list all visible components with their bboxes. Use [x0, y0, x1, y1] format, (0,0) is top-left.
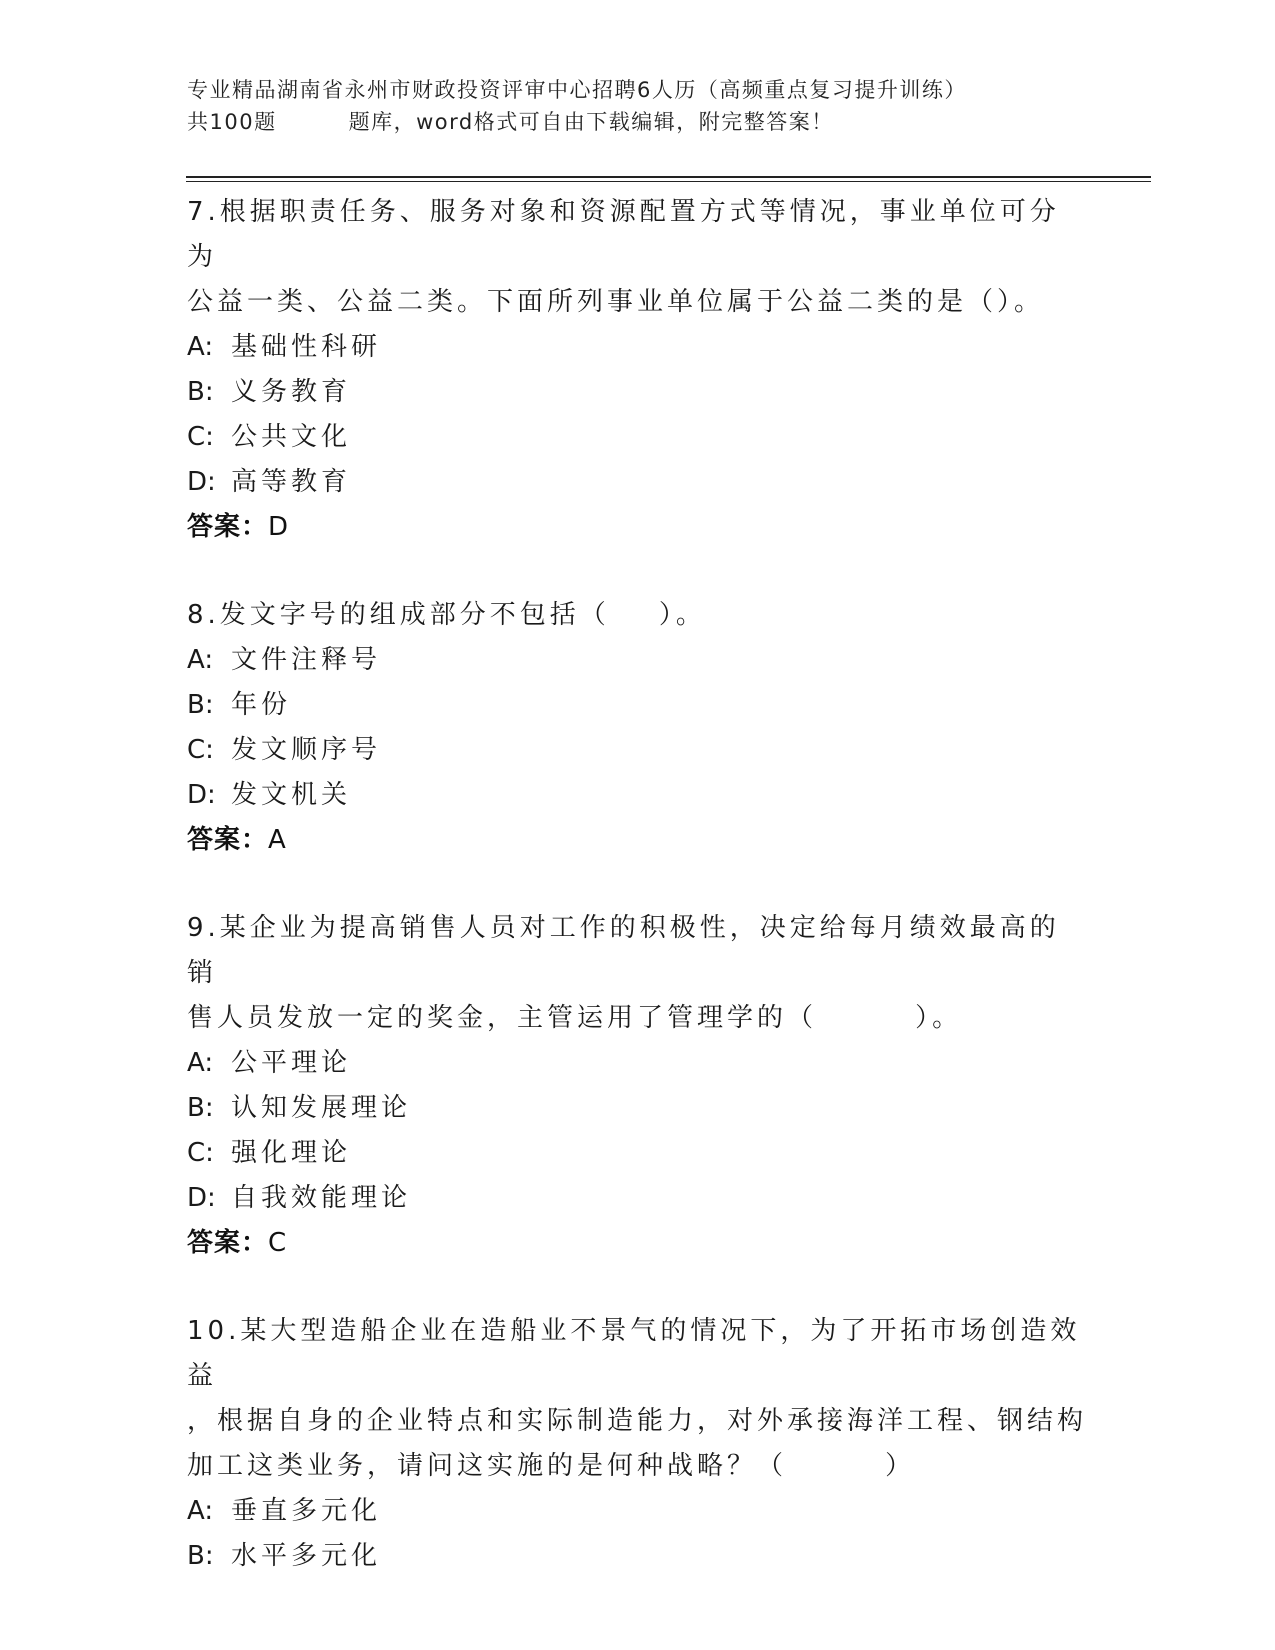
option-letter: C:: [187, 735, 214, 765]
option-text: 义务教育: [231, 377, 352, 407]
answer-label: 答案：: [187, 512, 269, 542]
option-text: 公平理论: [231, 1048, 352, 1078]
question-stem: 10.某大型造船企业在造船业不景气的情况下，为了开拓市场创造效益 ，根据自身的企业特点和实际制造能力，对外承接海洋工程、钢结构 加工这类业务，请问这实施的是何种战略？（ ）: [187, 1316, 1088, 1481]
option-text: 文件注释号: [231, 645, 382, 675]
option-d: [187, 460, 1087, 505]
option-a: [187, 1041, 1087, 1086]
option-b: [187, 683, 1087, 728]
option-text: 高等教育: [231, 467, 352, 497]
option-letter: D:: [187, 1183, 216, 1213]
answer-line: [187, 818, 1087, 863]
document-header: [187, 74, 1087, 138]
option-text: 自我效能理论: [231, 1183, 412, 1213]
option-text: 垂直多元化: [231, 1496, 382, 1526]
header-rule-thick: [186, 176, 1151, 178]
answer-label: 答案：: [187, 1228, 269, 1258]
header-description: 题库，word格式可自由下载编辑，附完整答案！: [348, 110, 834, 134]
option-letter: C:: [187, 1138, 214, 1168]
option-d: [187, 1176, 1087, 1221]
header-title-line: 专业精品湖南省永州市财政投资评审中心招聘6人历（高频重点复习提升训练）: [187, 78, 967, 102]
answer-label: 答案：: [187, 825, 269, 855]
header-subtitle-line: [187, 106, 1087, 138]
question-7: [187, 190, 1087, 550]
option-b: [187, 1086, 1087, 1131]
option-letter: A:: [187, 332, 214, 362]
option-d: [187, 773, 1087, 818]
option-text: 公共文化: [231, 422, 352, 452]
option-text: 发文机关: [231, 780, 352, 810]
question-8: [187, 593, 1087, 863]
header-rule-thin: [186, 181, 1151, 182]
option-a: [187, 1489, 1087, 1534]
option-a: [187, 638, 1087, 683]
answer-line: [187, 1221, 1087, 1266]
question-stem: 7.根据职责任务、服务对象和资源配置方式等情况，事业单位可分为 公益一类、公益二类。下面所列事业单位属于公益二类的是（）。: [187, 197, 1060, 317]
option-letter: A:: [187, 1496, 214, 1526]
option-c: [187, 415, 1087, 460]
option-text: 强化理论: [231, 1138, 352, 1168]
option-c: [187, 728, 1087, 773]
option-letter: A:: [187, 645, 214, 675]
option-c: [187, 1131, 1087, 1176]
question-stem: 8.发文字号的组成部分不包括（ ）。: [187, 600, 706, 630]
option-letter: A:: [187, 1048, 214, 1078]
option-letter: B:: [187, 377, 214, 407]
option-text: 基础性科研: [231, 332, 382, 362]
option-text: 年份: [231, 690, 292, 720]
answer-value: C: [268, 1228, 288, 1258]
option-text: 认知发展理论: [231, 1093, 412, 1123]
question-10: [187, 1309, 1087, 1579]
question-list: [187, 190, 1087, 1622]
question-stem: 9.某企业为提高销售人员对工作的积极性，决定给每月绩效最高的销 售人员发放一定的奖金，主管运用了管理学的（ ）。: [187, 913, 1060, 1033]
option-text: 水平多元化: [231, 1541, 382, 1571]
option-a: [187, 325, 1087, 370]
answer-value: D: [268, 512, 290, 542]
question-9: [187, 906, 1087, 1266]
option-b: [187, 1534, 1087, 1579]
option-text: 发文顺序号: [231, 735, 382, 765]
option-letter: B:: [187, 1541, 214, 1571]
option-b: [187, 370, 1087, 415]
answer-value: A: [268, 825, 287, 855]
option-letter: B:: [187, 690, 214, 720]
option-letter: C:: [187, 422, 214, 452]
option-letter: B:: [187, 1093, 214, 1123]
option-letter: D:: [187, 467, 216, 497]
option-letter: D:: [187, 780, 216, 810]
answer-line: [187, 505, 1087, 550]
header-question-count: 共100题: [187, 110, 277, 134]
